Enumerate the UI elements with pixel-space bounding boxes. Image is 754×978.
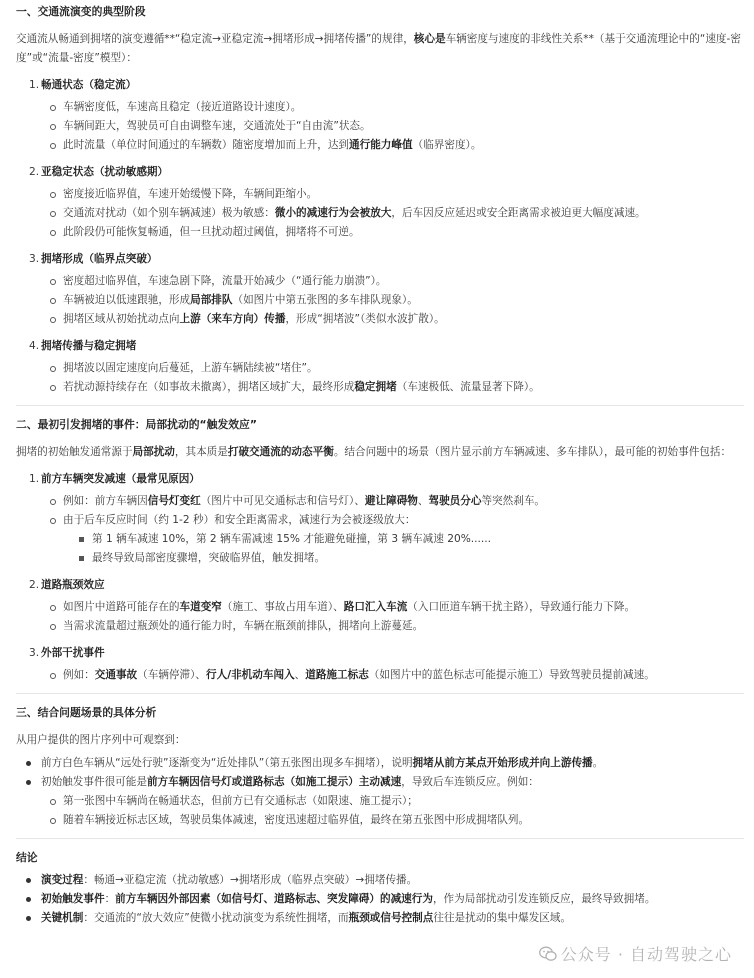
bold-text: 局部扰动 (132, 446, 175, 458)
bold-text: 瓶颈或信号控制点 (348, 912, 434, 924)
bold-text: 驾驶员分心 (428, 495, 482, 507)
text-run: 往往是扰动的集中爆发区域。 (433, 912, 572, 924)
stage-number: 1. (29, 79, 40, 91)
stage-item (16, 163, 744, 242)
bold-text: 行人/非机动车闯入 (206, 669, 295, 681)
section-conclusion (16, 849, 744, 928)
text-run: 前方白色车辆从“远处行驶”逐渐变为“近处排队”（第五张图出现多车拥堵），说明 (41, 757, 413, 769)
watermark-text: 公众号 · 自动驾驶之心 (560, 944, 732, 964)
list-item (16, 598, 744, 617)
bold-text: 避让障碍物 (364, 495, 418, 507)
text-run: 拥堵区域从初始扰动点向 (63, 313, 180, 325)
section-title: 结论 (16, 851, 38, 864)
bold-text: 道路施工标志 (305, 669, 369, 681)
text-run: 密度接近临界值，车速开始缓慢下降，车辆间距缩小。 (63, 188, 318, 200)
stage-title: 畅通状态（稳定流） (41, 79, 137, 91)
text-run: ，导致后车连锁反应。例如： (401, 776, 539, 788)
text-run: （施工、事故占用车道）、 (221, 601, 344, 613)
list-item (16, 754, 744, 773)
section-scenario-analysis (16, 704, 744, 830)
list-item (16, 98, 744, 117)
text-run: ： (104, 893, 116, 905)
text-run: 拥堵的初始触发通常源于 (16, 446, 133, 458)
watermark (539, 946, 732, 962)
text-run: 交通流从畅通到拥堵的演变遵循**“稳定流→亚稳定流→拥堵形成→拥堵传播”的规律， (16, 33, 414, 45)
text-run: 当需求流量超过瓶颈处的通行能力时，车辆在瓶颈前排队，拥堵向上游蔓延。 (63, 620, 424, 632)
section-intro: 从用户提供的图片序列中可观察到： (16, 734, 186, 746)
sub-list-item (41, 792, 744, 811)
list-item (16, 117, 744, 136)
stage-item (16, 76, 744, 155)
event-title: 外部干扰事件 (41, 647, 105, 659)
list-item (16, 909, 744, 928)
text-run: 交通流对扰动（如个别车辆减速）极为敏感： (63, 207, 275, 219)
list-item (16, 492, 744, 511)
text-run: （入口匝道车辆干扰主路），导致通行能力下降。 (407, 601, 636, 613)
text-run: 例如： (63, 669, 95, 681)
text-run: 例如：前方车辆因 (63, 495, 148, 507)
text-run: ，作为局部扰动引发连锁反应，最终导致拥堵。 (432, 893, 656, 905)
divider (16, 693, 744, 694)
list-item (16, 136, 744, 155)
list-item (16, 204, 744, 223)
sub-list-item (16, 549, 744, 568)
stage-list (16, 76, 744, 397)
bold-text: 微小的减速行为会被放大 (274, 207, 392, 219)
list-item (16, 185, 744, 204)
event-item (16, 576, 744, 636)
text-run: 此时流量（单位时间通过的车辆数）随密度增加而上升，达到 (63, 139, 350, 151)
text-run: ：交通流的“放大效应”使微小扰动演变为系统性拥堵，而 (83, 912, 349, 924)
list-item (16, 773, 744, 830)
list-item (16, 359, 744, 378)
bold-text: 稳定拥堵 (354, 381, 397, 393)
analysis-list (16, 754, 744, 830)
divider (16, 838, 744, 839)
text-run: ，后车因反应延迟或安全距离需求被迫更大幅度减速。 (391, 207, 646, 219)
text-run: 最终导致局部密度骤增，突破临界值，触发拥堵。 (92, 552, 326, 564)
section-title: 三、结合问题场景的具体分析 (16, 706, 157, 719)
bold-text: 路口汇入车流 (343, 601, 408, 613)
stage-item (16, 337, 744, 397)
list-item (16, 666, 744, 685)
text-run: 车辆间距大，驾驶员可自由调整车速，交通流处于“自由流”状态。 (63, 120, 371, 132)
list-item (16, 272, 744, 291)
text-run: 由于后车反应时间（约 1-2 秒）和安全距离需求，减速行为会被逐级放大： (63, 514, 416, 526)
bold-text: 上游（来车方向）传播 (179, 313, 286, 325)
bold-text: 演变过程 (41, 874, 84, 886)
event-number: 2. (29, 579, 40, 591)
bold-text: 核心是 (413, 33, 446, 45)
text-run: （临界密度）。 (412, 139, 482, 151)
bold-text: 初始触发事件 (41, 893, 105, 905)
bold-text: 打破交通流的动态平衡 (227, 446, 334, 458)
text-run: （图片中可见交通标志和信号灯）、 (200, 495, 365, 507)
sub-list-item (41, 811, 744, 830)
stage-title: 拥堵形成（临界点突破） (41, 253, 158, 265)
event-item (16, 470, 744, 568)
stage-number: 3. (29, 253, 40, 265)
bold-text: 交通事故 (94, 669, 138, 681)
stage-number: 4. (29, 340, 40, 352)
event-list (16, 470, 744, 685)
section-trigger-events (16, 416, 744, 685)
section-intro (16, 30, 744, 68)
section-traffic-stages (16, 3, 744, 397)
list-item (16, 890, 744, 909)
wechat-icon (539, 946, 557, 962)
text-run: 密度超过临界值，车速急剧下降，流量开始减少（“通行能力崩溃”）。 (63, 275, 387, 287)
text-run: ，其本质是 (174, 446, 228, 458)
text-run: （如图片中的蓝色标志可能提示施工）导致驾驶员提前减速。 (368, 669, 655, 681)
list-item (16, 378, 744, 397)
list-item (16, 871, 744, 890)
list-item (16, 617, 744, 636)
event-title: 道路瓶颈效应 (41, 579, 105, 591)
text-run: 此阶段仍可能恢复畅通，但一旦扰动超过阈值，拥堵将不可逆。 (63, 226, 360, 238)
divider (16, 405, 744, 406)
list-item (16, 291, 744, 310)
conclusion-list (16, 871, 744, 928)
stage-number: 2. (29, 166, 40, 178)
text-run: （如图片中第五张图的多车排队现象）。 (232, 294, 418, 306)
bold-text: 前方车辆因信号灯或道路标志（如施工提示）主动减速 (146, 776, 402, 788)
text-run: 随着车辆接近标志区域，驾驶员集体减速，密度迅速超过临界值，最终在第五张图中形成拥堵队列。 (63, 814, 530, 826)
text-run: 第一张图中车辆尚在畅通状态，但前方已有交通标志（如限速、施工提示）； (63, 795, 418, 807)
text-run: ，形成“拥堵波”（类似水波扩散）。 (285, 313, 445, 325)
bold-text: 车道变窄 (179, 601, 222, 613)
bold-text: 通行能力峰值 (349, 139, 413, 151)
sub-list-item (16, 530, 744, 549)
text-run: （车辆停滞）、 (137, 669, 207, 681)
text-run: 等突然刹车。 (481, 495, 546, 507)
text-run: 车辆密度与速度的非线性关系**（基于交通流理论中的“速度-密度”或“流量-密度”模型）： (16, 33, 741, 64)
list-item (16, 223, 744, 242)
list-item (16, 310, 744, 329)
event-item (16, 644, 744, 685)
event-title: 前方车辆突发减速（最常见原因） (41, 473, 200, 485)
bold-text: 信号灯变红 (147, 495, 201, 507)
bold-text: 关键机制 (41, 912, 84, 924)
section-intro (16, 443, 744, 462)
stage-title: 拥堵传播与稳定拥堵 (41, 340, 137, 352)
text-run: ：畅通→亚稳定流（扰动敏感）→拥堵形成（临界点突破）→拥堵传播。 (83, 874, 418, 886)
text-run: 。 (592, 757, 604, 769)
text-run: 、 (417, 495, 429, 507)
text-run: 初始触发事件很可能是 (41, 776, 147, 788)
stage-title: 亚稳定状态（扰动敏感期） (41, 166, 169, 178)
text-run: 拥堵波以固定速度向后蔓延，上游车辆陆续被“堵住”。 (63, 362, 318, 374)
text-run: 。结合问题中的场景（图片显示前方车辆减速、多车排队），最可能的初始事件包括： (333, 446, 732, 458)
section-title: 二、最初引发拥堵的事件：局部扰动的“触发效应” (16, 418, 257, 431)
event-number: 1. (29, 473, 40, 485)
bold-text: 局部排队 (190, 294, 233, 306)
event-number: 3. (29, 647, 40, 659)
text-run: （车速极低、流量显著下降）。 (396, 381, 540, 393)
text-run: 车辆密度低，车速高且稳定（接近道路设计速度）。 (63, 101, 302, 113)
text-run: 第 1 辆车减速 10%，第 2 辆车需减速 15% 才能避免碰撞，第 3 辆车减速 20%...... (92, 533, 491, 545)
text-run: 如图片中道路可能存在的 (63, 601, 180, 613)
bold-text: 拥堵从前方某点开始形成并向上游传播 (412, 757, 593, 769)
text-run: 若扰动源持续存在（如事故未撤离），拥堵区域扩大，最终形成 (63, 381, 355, 393)
section-title: 一、交通流演变的典型阶段 (16, 5, 146, 18)
list-item (16, 511, 744, 568)
text-run: 车辆被迫以低速跟驰，形成 (63, 294, 191, 306)
bold-text: 前方车辆因外部因素（如信号灯、道路标志、突发障碍）的减速行为 (115, 893, 433, 905)
text-run: 、 (294, 669, 306, 681)
stage-item (16, 250, 744, 329)
